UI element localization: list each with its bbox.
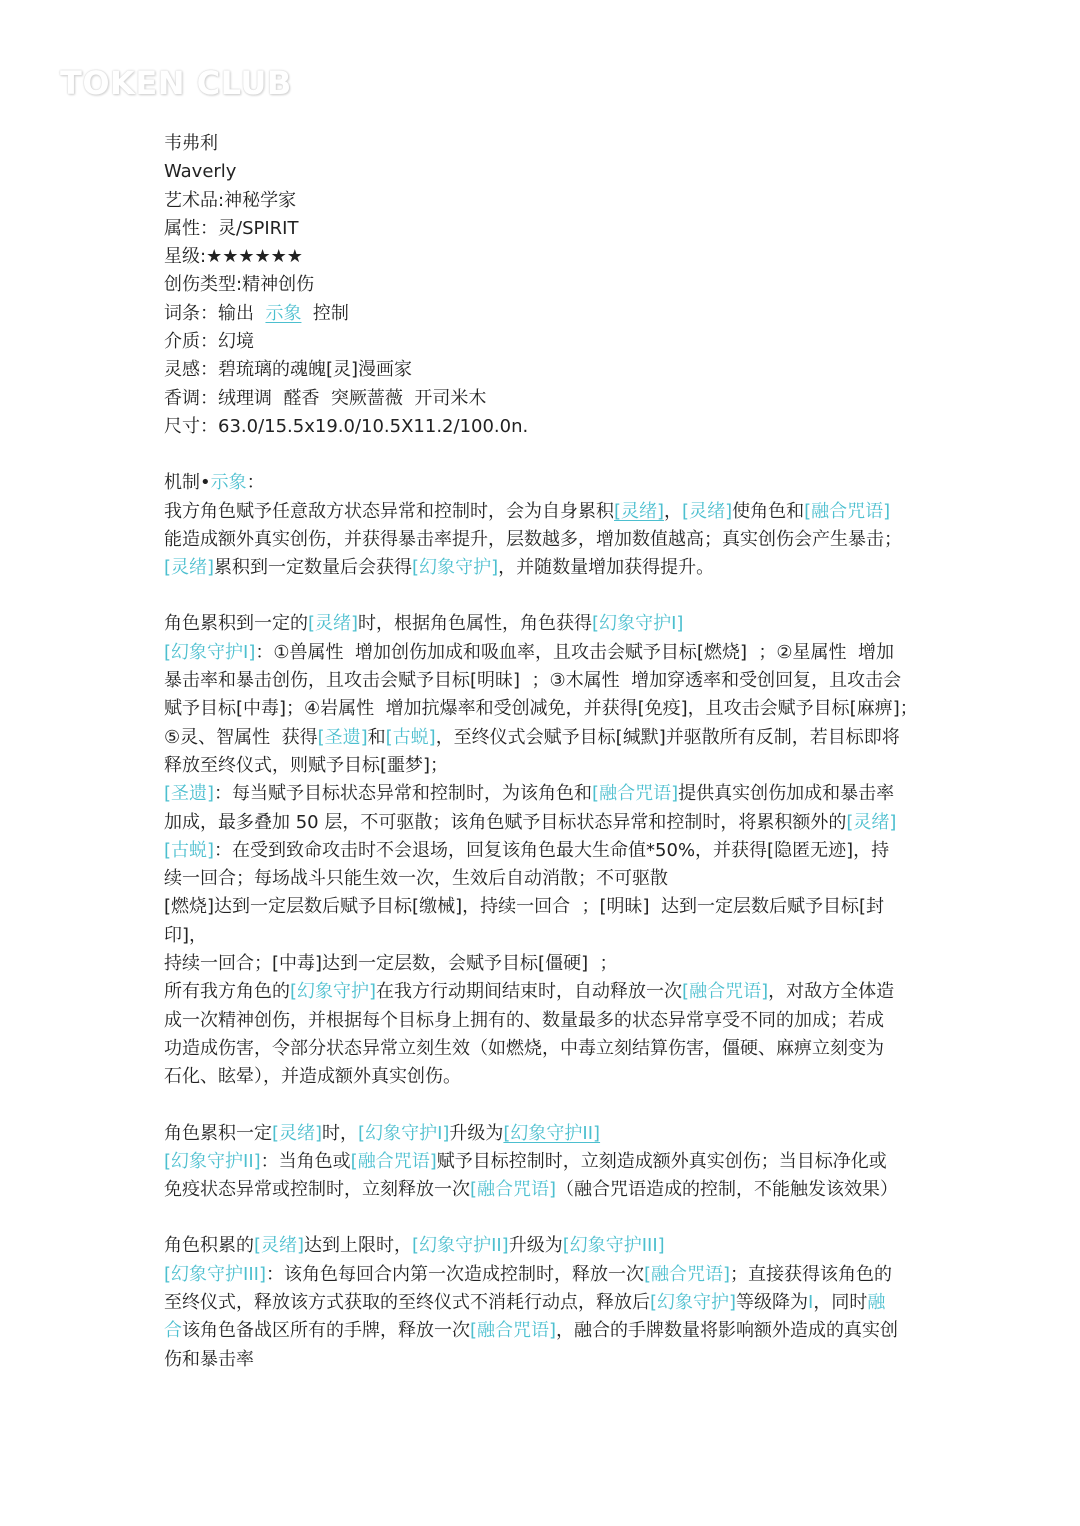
- text-segment: [燃烧]达到一定层数后赋予目标[缴械]，持续一回合 ；[明昧] 达到一定层数后赋予目标[封印]，: [164, 896, 885, 946]
- text-segment: 灵感：碧琉璃的魂魄[灵]漫画家: [164, 359, 413, 381]
- text-segment: 使角色和: [732, 500, 805, 522]
- character-info: [164, 130, 924, 441]
- keyword-highlight: [幻象守护]: [650, 1291, 737, 1313]
- text-line: [164, 1176, 924, 1204]
- text-segment: 暴击率和暴击创伤，且攻击会赋予目标[明昧] ；③木属性 增加穿透率和受创回复，且攻击会: [164, 670, 902, 692]
- keyword-highlight: 融: [867, 1291, 886, 1313]
- text-line: [164, 526, 924, 554]
- keyword-highlight: [幻象守护]: [290, 981, 377, 1003]
- keyword-link[interactable]: 示象: [265, 302, 302, 324]
- text-line: [164, 1035, 924, 1063]
- text-segment: 赋予目标[中毒]；④岩属性 增加抗爆率和受创减免，并获得[免疫]，且攻击会赋予目标[麻痹]；: [164, 698, 918, 720]
- text-segment: ，融合的手牌数量将影响额外造成的真实创: [556, 1320, 899, 1342]
- text-segment: 能造成额外真实创伤，并获得暴击率提升，层数越多，增加数值越高；真实创伤会产生暴击；: [164, 528, 902, 550]
- keyword-link[interactable]: [幻象守护II]: [503, 1122, 601, 1144]
- keyword-highlight: [圣遗]: [164, 783, 215, 805]
- text-line: [164, 356, 924, 384]
- text-segment: 累积到一定数量后会获得: [214, 557, 413, 579]
- text-segment: Waverly: [164, 161, 237, 183]
- text-line: [164, 130, 924, 158]
- text-segment: ：: [246, 472, 265, 494]
- keyword-highlight: [幻象守护III]: [562, 1235, 665, 1257]
- text-segment: 至终仪式，释放该方式获取的至终仪式不消耗行动点，释放后: [164, 1291, 650, 1313]
- keyword-highlight: [幻象守护I]: [592, 613, 684, 635]
- keyword-highlight: [融合咒语]: [643, 1263, 731, 1285]
- keyword-highlight: [融合咒语]: [592, 783, 679, 805]
- keyword-highlight: [幻象守护II]: [412, 1235, 509, 1257]
- keyword-highlight: [灵绪]: [308, 613, 359, 635]
- text-line: [164, 865, 924, 893]
- text-segment: 在我方行动期间结束时，自动释放一次: [376, 981, 683, 1003]
- text-segment: 该角色备战区所有的手牌，释放一次: [182, 1320, 470, 1342]
- text-line: [164, 413, 924, 441]
- paragraph-gap: [164, 441, 924, 469]
- keyword-highlight: [融合咒语]: [470, 1320, 557, 1342]
- text-segment: 升级为: [449, 1122, 504, 1144]
- keyword-highlight: [古蜕]: [385, 726, 436, 748]
- paragraph-gap: [164, 582, 924, 610]
- keyword-highlight: [融合咒语]: [682, 981, 769, 1003]
- text-segment: 升级为: [508, 1235, 563, 1257]
- text-segment: ，同时: [813, 1291, 868, 1313]
- text-segment: ：①兽属性 增加创伤加成和吸血率，且攻击会赋予目标[燃烧] ；②星属性 增加: [255, 641, 895, 663]
- text-line: [164, 610, 924, 638]
- text-segment: 创伤类型:精神创伤: [164, 274, 315, 296]
- document-body: [164, 130, 924, 1374]
- text-line: [164, 158, 924, 186]
- text-segment: 韦弗利: [164, 133, 218, 154]
- text-segment: 释放至终仪式，则赋予目标[噩梦]；: [164, 754, 449, 776]
- text-segment: ；直接获得该角色的: [730, 1263, 893, 1285]
- keyword-link[interactable]: [灵绪]: [614, 500, 665, 522]
- text-segment: ：当角色或: [260, 1150, 351, 1172]
- text-segment: 功造成伤害，令部分状态异常立刻生效（如燃烧，中毒立刻结算伤害，僵硬、麻痹立刻变为: [164, 1037, 884, 1059]
- text-segment: ，对敌方全体造: [768, 981, 895, 1003]
- text-line: [164, 1261, 924, 1289]
- text-segment: 提供真实创伤加成和暴击率: [678, 783, 895, 805]
- mechanics: [164, 441, 924, 1374]
- text-line: [164, 215, 924, 243]
- text-line: [164, 639, 924, 667]
- keyword-highlight: [融合咒语]: [804, 500, 891, 522]
- text-line: [164, 498, 924, 526]
- text-line: [164, 300, 924, 328]
- text-line: [164, 837, 924, 865]
- text-segment: ，: [664, 500, 683, 522]
- text-segment: 等级降为: [736, 1291, 809, 1313]
- text-line: [164, 809, 924, 837]
- keyword-highlight: [灵绪]: [164, 557, 215, 579]
- keyword-highlight: [幻象守护III]: [164, 1263, 266, 1285]
- text-segment: 尺寸：63.0/15.5x19.0/10.5X11.2/100.0n.: [164, 415, 529, 437]
- text-line: [164, 667, 924, 695]
- keyword-highlight: 示象: [210, 472, 247, 494]
- keyword-highlight: 合: [164, 1320, 182, 1342]
- text-segment: ⑤灵、智属性 获得: [164, 726, 318, 748]
- text-line: [164, 780, 924, 808]
- text-line: [164, 724, 924, 752]
- keyword-highlight: [古蜕]: [164, 839, 215, 861]
- text-line: [164, 1289, 924, 1317]
- text-line: [164, 1346, 924, 1374]
- mechanic-section: [164, 469, 924, 582]
- text-line: [164, 385, 924, 413]
- text-line: [164, 554, 924, 582]
- text-segment: 加成，最多叠加 50 层，不可驱散；该角色赋予目标状态异常和控制时，将累积额外的: [164, 811, 847, 833]
- text-line: [164, 950, 924, 978]
- text-segment: 持续一回合；[中毒]达到一定层数，会赋予目标[僵硬] ；: [164, 953, 618, 975]
- text-segment: 香调：绒理调 醛香 突厥蔷薇 开司米木: [164, 387, 487, 409]
- keyword-highlight: [幻象守护I]: [358, 1122, 450, 1144]
- text-segment: 艺术品:神秘学家: [164, 189, 297, 211]
- text-segment: 时，根据角色属性，角色获得: [358, 613, 593, 635]
- text-segment: 达到上限时，: [304, 1235, 413, 1257]
- keyword-highlight: [灵绪]: [682, 500, 733, 522]
- text-line: [164, 271, 924, 299]
- text-segment: 介质：幻境: [164, 331, 254, 353]
- text-segment: ：该角色每回合内第一次造成控制时，释放一次: [265, 1263, 644, 1285]
- keyword-highlight: [灵绪]: [846, 811, 897, 833]
- text-segment: （融合咒语造成的控制，不能触发该效果）: [556, 1179, 899, 1201]
- text-segment: 属性：灵/SPIRIT: [164, 217, 299, 239]
- keyword-highlight: [灵绪]: [272, 1122, 323, 1144]
- text-line: [164, 1007, 924, 1035]
- text-segment: 赋予目标控制时，立刻造成额外真实创伤；当目标净化或: [436, 1150, 887, 1172]
- text-segment: 成一次精神创伤，并根据每个目标身上拥有的、数量最多的状态异常享受不同的加成；若成: [164, 1009, 884, 1031]
- text-line: [164, 1063, 924, 1091]
- text-segment: 所有我方角色的: [164, 981, 290, 1003]
- text-segment: 免疫状态异常或控制时，立刻释放一次: [164, 1179, 470, 1201]
- text-segment: ：在受到致命攻击时不会退场，回复该角色最大生命值*50%，并获得[隐匿无迹]，持: [214, 839, 890, 861]
- keyword-highlight: [融合咒语]: [470, 1179, 557, 1201]
- text-line: [164, 469, 924, 497]
- text-segment: 我方角色赋予任意敌方状态异常和控制时，会为自身累积: [164, 500, 614, 522]
- keyword-highlight: I: [808, 1291, 814, 1313]
- text-segment: 机制•: [164, 472, 211, 494]
- text-segment: 和: [367, 726, 386, 748]
- text-line: [164, 978, 924, 1006]
- text-segment: 词条：输出: [164, 302, 266, 324]
- text-segment: 伤和暴击率: [164, 1348, 254, 1370]
- text-segment: ，至终仪式会赋予目标[缄默]并驱散所有反制，若目标即将: [435, 726, 900, 748]
- mechanic-section: [164, 1120, 924, 1205]
- text-segment: 角色累积一定: [164, 1122, 272, 1144]
- text-line: [164, 1120, 924, 1148]
- text-segment: 角色积累的: [164, 1235, 254, 1257]
- watermark-logo: TOKEN CLUB: [60, 64, 292, 102]
- text-segment: 控制: [301, 302, 349, 324]
- text-line: [164, 243, 924, 271]
- text-line: [164, 893, 924, 950]
- text-line: [164, 752, 924, 780]
- paragraph-gap: [164, 1204, 924, 1232]
- text-line: [164, 187, 924, 215]
- text-segment: ，并随数量增加获得提升。: [498, 557, 715, 579]
- text-segment: 星级:★★★★★★: [164, 246, 303, 268]
- mechanic-section: [164, 610, 924, 1091]
- text-line: [164, 1148, 924, 1176]
- text-segment: 石化、眩晕），并造成额外真实创伤。: [164, 1066, 461, 1088]
- keyword-highlight: [灵绪]: [254, 1235, 305, 1257]
- keyword-highlight: [融合咒语]: [350, 1150, 437, 1172]
- keyword-highlight: [圣遗]: [317, 726, 368, 748]
- text-line: [164, 1317, 924, 1345]
- text-segment: 角色累积到一定的: [164, 613, 308, 635]
- keyword-highlight: [幻象守护II]: [164, 1150, 261, 1172]
- paragraph-gap: [164, 1092, 924, 1120]
- text-segment: 续一回合；每场战斗只能生效一次，生效后自动消散；不可驱散: [164, 868, 668, 890]
- text-segment: ：每当赋予目标状态异常和控制时，为该角色和: [214, 783, 593, 805]
- keyword-highlight: [幻象守护I]: [164, 641, 256, 663]
- text-line: [164, 328, 924, 356]
- mechanic-section: [164, 1232, 924, 1373]
- keyword-highlight: [幻象守护]: [412, 557, 499, 579]
- text-segment: 时，: [322, 1122, 359, 1144]
- text-line: [164, 1232, 924, 1260]
- text-line: [164, 695, 924, 723]
